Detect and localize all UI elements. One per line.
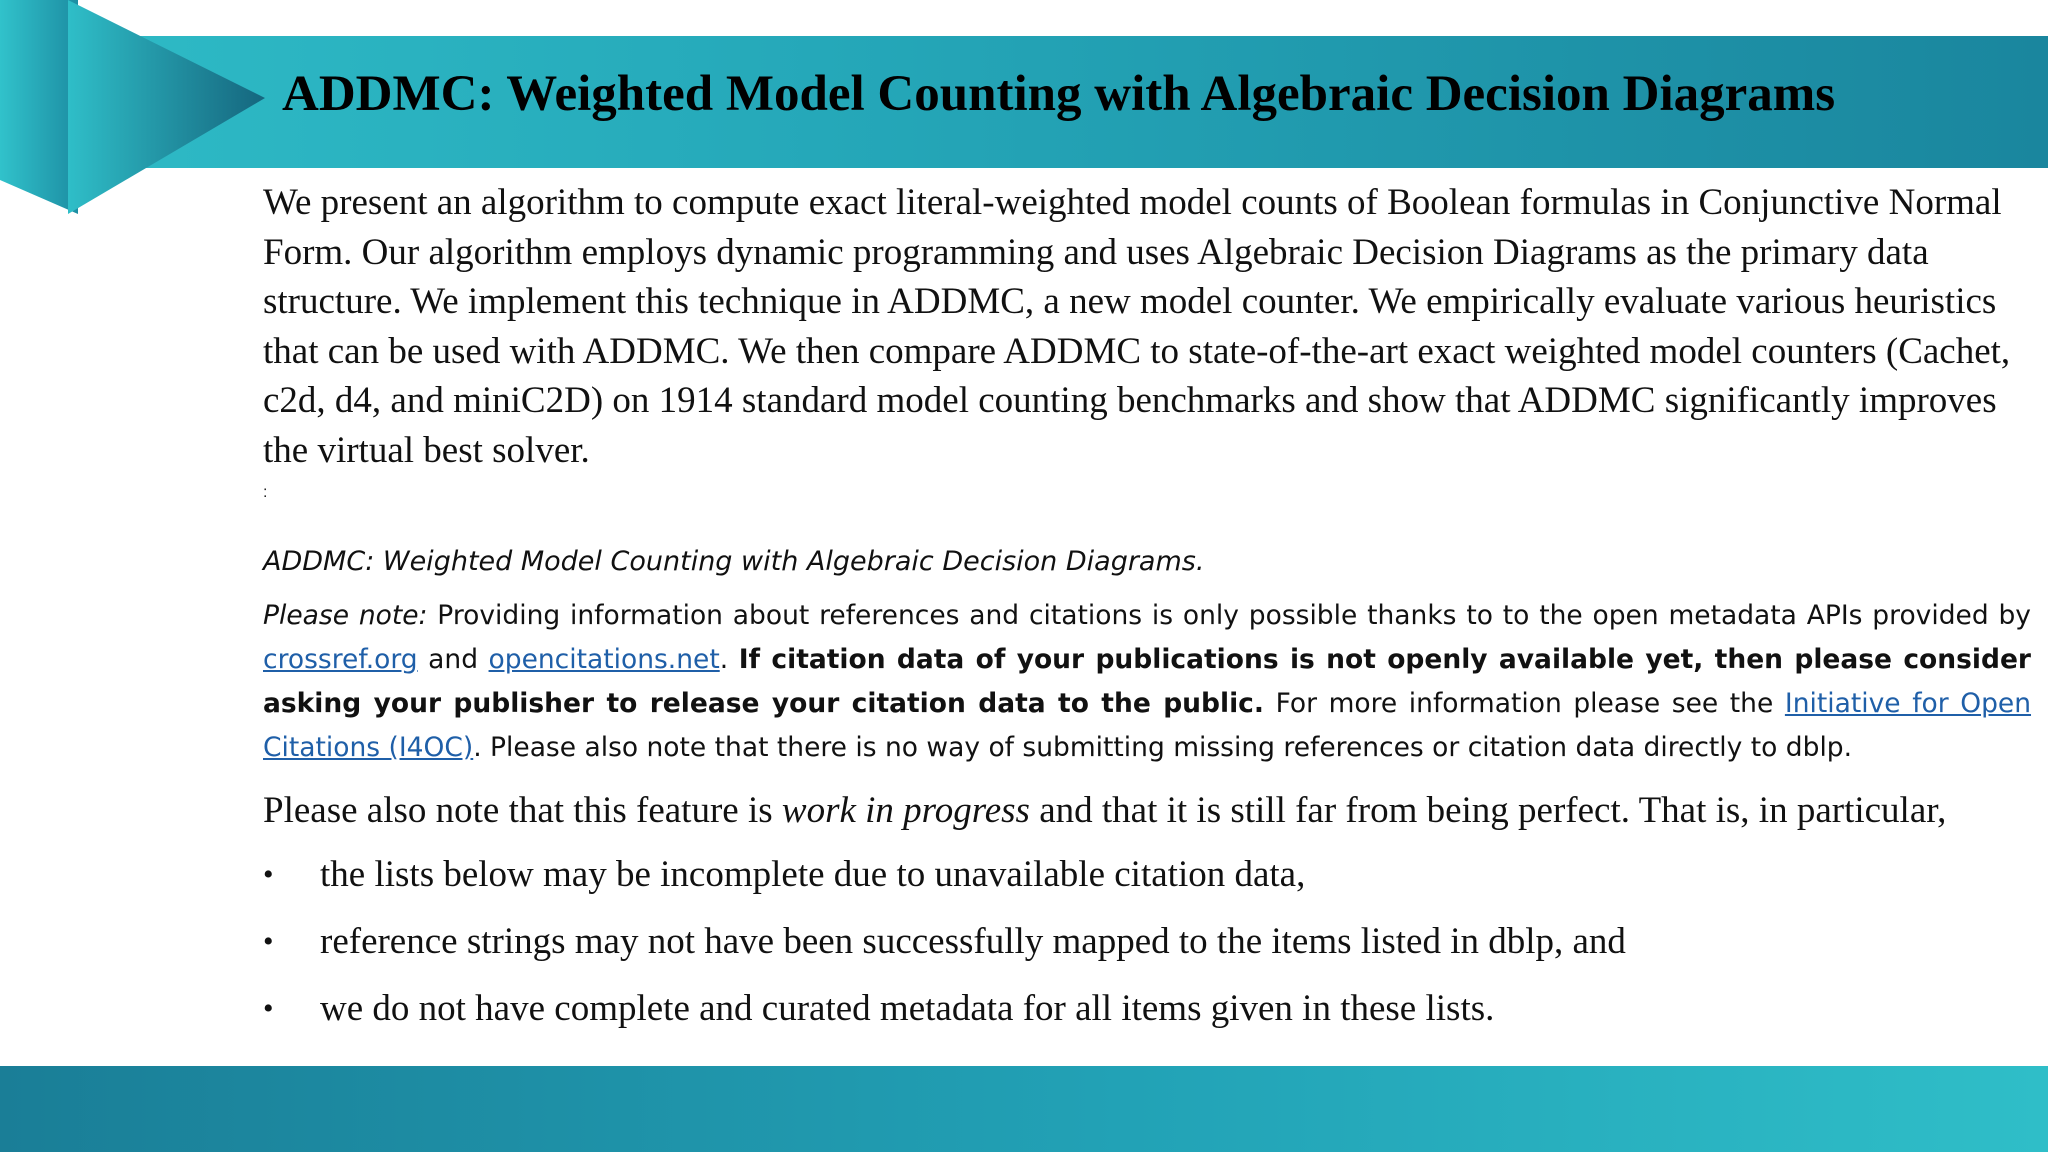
wip-after: and that it is still far from being perfect. That is, in particular, bbox=[1029, 790, 1947, 831]
please-note-paragraph bbox=[263, 594, 2031, 770]
bullet-icon: • bbox=[263, 858, 274, 891]
caveat-list bbox=[263, 850, 2023, 1051]
chevron-arrows-decoration bbox=[0, 0, 300, 230]
note-text-2: and bbox=[417, 644, 489, 675]
list-item-text: the lists below may be incomplete due to unavailable citation data, bbox=[320, 854, 1306, 895]
footer-band bbox=[0, 1066, 2048, 1152]
work-in-progress-line bbox=[263, 786, 2043, 836]
wip-italic: work in progress bbox=[781, 790, 1030, 831]
opencitations-link[interactable]: opencitations.net bbox=[488, 644, 720, 675]
i4oc-link[interactable]: Initiative for Open Citations (I4OC) bbox=[263, 688, 2032, 763]
note-label: Please note: bbox=[263, 600, 428, 631]
chevron-back bbox=[0, 0, 78, 214]
wip-before: Please also note that this feature is bbox=[263, 790, 782, 831]
abstract-text: We present an algorithm to compute exact literal-weighted model counts of Boolean formulas in Conjunctive Normal Form. Our algorithm employs dynamic programming and uses Algebraic Decision Diagrams as the primary data structure. We implement this technique in ADDMC, a new model counter. We empirically evaluate various heuristics that can be used with ADDMC. We then compare ADDMC to state-of-the-art exact weighted model counters (Cachet, c2d, d4, and miniC2D) on 1914 standard model counting benchmarks and show that ADDMC significantly improves the virtual best solver. bbox=[263, 182, 2011, 471]
crossref-link[interactable]: crossref.org bbox=[263, 644, 418, 675]
note-text-3: . bbox=[719, 644, 739, 675]
note-text-1: Providing information about references and citations is only possible thanks to to the open metadata APIs provided by bbox=[427, 600, 2031, 631]
citation-title: ADDMC: Weighted Model Counting with Algebraic Decision Diagrams. bbox=[263, 546, 1205, 577]
note-text-5: . Please also note that there is no way of submitting missing references or citation data directly to dblp. bbox=[473, 732, 1853, 763]
separator-colon: : bbox=[263, 484, 268, 501]
list-item bbox=[263, 984, 2023, 1051]
list-item-text: we do not have complete and curated metadata for all items given in these lists. bbox=[320, 988, 1495, 1029]
bullet-icon: • bbox=[263, 992, 274, 1025]
bullet-icon: • bbox=[263, 925, 274, 958]
chevron-front bbox=[68, 0, 265, 214]
slide-title: ADDMC: Weighted Model Counting with Algebraic Decision Diagrams bbox=[282, 66, 1836, 122]
list-item bbox=[263, 917, 2023, 984]
note-text-4: For more information please see the bbox=[1263, 688, 1785, 719]
note-bold-text: If citation data of your publications is not openly available yet, then please consider asking your publisher to release your citation data to the public. bbox=[263, 644, 2031, 719]
list-item-text: reference strings may not have been successfully mapped to the items listed in dblp, and bbox=[320, 921, 1626, 962]
list-item bbox=[263, 850, 2023, 917]
